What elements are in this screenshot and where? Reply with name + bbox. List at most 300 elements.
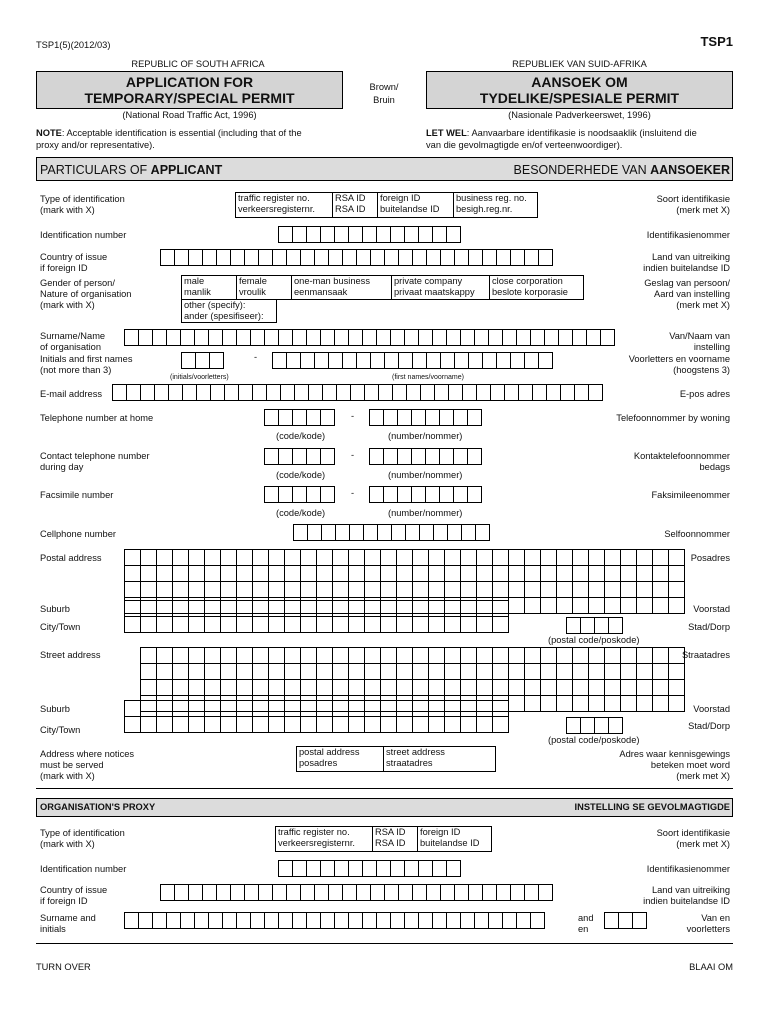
char-cell[interactable]	[376, 226, 391, 243]
char-cell[interactable]	[285, 648, 301, 664]
char-cell[interactable]	[541, 582, 557, 598]
char-cell[interactable]	[493, 550, 509, 566]
char-cell[interactable]	[397, 582, 413, 598]
char-cell[interactable]	[637, 566, 653, 582]
char-cell[interactable]	[589, 680, 605, 696]
char-cell[interactable]	[653, 664, 669, 680]
char-cell[interactable]	[413, 617, 429, 633]
char-cell[interactable]	[253, 550, 269, 566]
char-cell[interactable]	[253, 701, 269, 717]
char-cell[interactable]	[482, 249, 497, 266]
char-cell[interactable]	[425, 448, 440, 465]
char-cell[interactable]	[370, 884, 385, 901]
char-cell[interactable]	[398, 884, 413, 901]
char-cell[interactable]	[320, 486, 335, 503]
char-cell[interactable]	[433, 524, 448, 541]
char-cell[interactable]	[125, 701, 141, 717]
char-cell[interactable]	[205, 550, 221, 566]
char-cell[interactable]	[320, 448, 335, 465]
char-cell[interactable]	[173, 648, 189, 664]
char-cell[interactable]	[189, 680, 205, 696]
char-cell[interactable]	[468, 249, 483, 266]
char-cell[interactable]	[397, 701, 413, 717]
char-cell[interactable]	[125, 550, 141, 566]
char-cell[interactable]	[152, 329, 167, 346]
fax-number-input[interactable]	[369, 486, 482, 503]
char-cell[interactable]	[525, 550, 541, 566]
char-cell[interactable]	[496, 249, 511, 266]
char-cell[interactable]	[189, 717, 205, 733]
char-cell[interactable]	[317, 680, 333, 696]
char-cell[interactable]	[425, 409, 440, 426]
char-cell[interactable]	[502, 329, 517, 346]
char-cell[interactable]	[477, 664, 493, 680]
char-cell[interactable]	[362, 912, 377, 929]
char-cell[interactable]	[461, 550, 477, 566]
char-cell[interactable]	[404, 226, 419, 243]
char-cell[interactable]	[383, 486, 398, 503]
char-cell[interactable]	[440, 884, 455, 901]
char-cell[interactable]	[397, 409, 412, 426]
char-cell[interactable]	[269, 601, 285, 617]
char-cell[interactable]	[356, 884, 371, 901]
char-cell[interactable]	[321, 524, 336, 541]
char-cell[interactable]	[541, 598, 557, 614]
char-cell[interactable]	[306, 409, 321, 426]
char-cell[interactable]	[278, 329, 293, 346]
char-cell[interactable]	[269, 648, 285, 664]
id-number-input[interactable]	[278, 226, 461, 243]
char-cell[interactable]	[621, 550, 637, 566]
char-cell[interactable]	[557, 582, 573, 598]
char-cell[interactable]	[461, 701, 477, 717]
char-cell[interactable]	[314, 884, 329, 901]
char-cell[interactable]	[369, 409, 384, 426]
char-cell[interactable]	[477, 582, 493, 598]
char-cell[interactable]	[221, 664, 237, 680]
char-cell[interactable]	[208, 329, 223, 346]
char-cell[interactable]	[573, 648, 589, 664]
char-cell[interactable]	[112, 384, 127, 401]
char-cell[interactable]	[653, 566, 669, 582]
char-cell[interactable]	[397, 664, 413, 680]
char-cell[interactable]	[173, 582, 189, 598]
char-cell[interactable]	[237, 648, 253, 664]
char-cell[interactable]	[269, 701, 285, 717]
char-cell[interactable]	[413, 664, 429, 680]
fax-code-input[interactable]	[264, 486, 335, 503]
char-cell[interactable]	[669, 648, 685, 664]
char-cell[interactable]	[285, 566, 301, 582]
contact-code-input[interactable]	[264, 448, 335, 465]
char-cell[interactable]	[477, 550, 493, 566]
char-cell[interactable]	[446, 226, 461, 243]
char-cell[interactable]	[573, 566, 589, 582]
char-cell[interactable]	[496, 884, 511, 901]
char-cell[interactable]	[333, 601, 349, 617]
char-cell[interactable]	[301, 617, 317, 633]
char-cell[interactable]	[253, 601, 269, 617]
char-cell[interactable]	[462, 384, 477, 401]
char-cell[interactable]	[390, 860, 405, 877]
char-cell[interactable]	[188, 249, 203, 266]
char-cell[interactable]	[292, 860, 307, 877]
char-cell[interactable]	[317, 601, 333, 617]
char-cell[interactable]	[557, 566, 573, 582]
char-cell[interactable]	[461, 617, 477, 633]
char-cell[interactable]	[216, 884, 231, 901]
char-cell[interactable]	[608, 717, 623, 734]
char-cell[interactable]	[516, 912, 531, 929]
char-cell[interactable]	[510, 884, 525, 901]
char-cell[interactable]	[124, 329, 139, 346]
char-cell[interactable]	[124, 912, 139, 929]
char-cell[interactable]	[418, 912, 433, 929]
char-cell[interactable]	[525, 566, 541, 582]
char-cell[interactable]	[280, 384, 295, 401]
char-cell[interactable]	[278, 860, 293, 877]
char-cell[interactable]	[202, 884, 217, 901]
char-cell[interactable]	[173, 680, 189, 696]
postal-suburb-grid[interactable]	[124, 600, 509, 633]
char-cell[interactable]	[482, 352, 497, 369]
char-cell[interactable]	[253, 680, 269, 696]
char-cell[interactable]	[560, 384, 575, 401]
char-cell[interactable]	[493, 701, 509, 717]
char-cell[interactable]	[653, 680, 669, 696]
char-cell[interactable]	[390, 329, 405, 346]
char-cell[interactable]	[224, 384, 239, 401]
char-cell[interactable]	[558, 329, 573, 346]
char-cell[interactable]	[258, 249, 273, 266]
char-cell[interactable]	[269, 566, 285, 582]
notices-option-postal[interactable]	[296, 746, 384, 772]
char-cell[interactable]	[174, 884, 189, 901]
char-cell[interactable]	[306, 486, 321, 503]
char-cell[interactable]	[541, 696, 557, 712]
char-cell[interactable]	[510, 249, 525, 266]
char-cell[interactable]	[477, 566, 493, 582]
char-cell[interactable]	[253, 566, 269, 582]
char-cell[interactable]	[467, 486, 482, 503]
char-cell[interactable]	[589, 664, 605, 680]
char-cell[interactable]	[349, 701, 365, 717]
char-cell[interactable]	[157, 717, 173, 733]
char-cell[interactable]	[236, 329, 251, 346]
char-cell[interactable]	[669, 566, 685, 582]
char-cell[interactable]	[301, 717, 317, 733]
char-cell[interactable]	[285, 701, 301, 717]
char-cell[interactable]	[141, 701, 157, 717]
proxy-option-traffic[interactable]	[275, 826, 373, 852]
char-cell[interactable]	[525, 680, 541, 696]
postal-code-input[interactable]	[566, 617, 623, 634]
char-cell[interactable]	[196, 384, 211, 401]
char-cell[interactable]	[264, 912, 279, 929]
char-cell[interactable]	[413, 582, 429, 598]
char-cell[interactable]	[320, 860, 335, 877]
char-cell[interactable]	[173, 617, 189, 633]
char-cell[interactable]	[362, 329, 377, 346]
char-cell[interactable]	[286, 249, 301, 266]
char-cell[interactable]	[349, 648, 365, 664]
char-cell[interactable]	[306, 329, 321, 346]
char-cell[interactable]	[168, 384, 183, 401]
char-cell[interactable]	[669, 696, 685, 712]
char-cell[interactable]	[269, 680, 285, 696]
char-cell[interactable]	[333, 648, 349, 664]
char-cell[interactable]	[317, 617, 333, 633]
country-input[interactable]	[160, 249, 553, 266]
char-cell[interactable]	[637, 550, 653, 566]
char-cell[interactable]	[125, 601, 141, 617]
char-cell[interactable]	[244, 884, 259, 901]
char-cell[interactable]	[278, 486, 293, 503]
char-cell[interactable]	[264, 329, 279, 346]
char-cell[interactable]	[504, 384, 519, 401]
char-cell[interactable]	[141, 550, 157, 566]
char-cell[interactable]	[493, 601, 509, 617]
char-cell[interactable]	[411, 409, 426, 426]
char-cell[interactable]	[525, 582, 541, 598]
char-cell[interactable]	[669, 582, 685, 598]
char-cell[interactable]	[541, 566, 557, 582]
char-cell[interactable]	[618, 912, 633, 929]
char-cell[interactable]	[141, 680, 157, 696]
char-cell[interactable]	[181, 352, 196, 369]
char-cell[interactable]	[493, 566, 509, 582]
char-cell[interactable]	[328, 352, 343, 369]
char-cell[interactable]	[429, 717, 445, 733]
char-cell[interactable]	[454, 884, 469, 901]
char-cell[interactable]	[307, 524, 322, 541]
char-cell[interactable]	[445, 582, 461, 598]
char-cell[interactable]	[605, 582, 621, 598]
char-cell[interactable]	[653, 598, 669, 614]
char-cell[interactable]	[221, 648, 237, 664]
char-cell[interactable]	[292, 448, 307, 465]
char-cell[interactable]	[589, 648, 605, 664]
char-cell[interactable]	[413, 550, 429, 566]
char-cell[interactable]	[412, 884, 427, 901]
char-cell[interactable]	[439, 409, 454, 426]
char-cell[interactable]	[397, 617, 413, 633]
char-cell[interactable]	[445, 648, 461, 664]
char-cell[interactable]	[461, 680, 477, 696]
char-cell[interactable]	[412, 352, 427, 369]
char-cell[interactable]	[141, 648, 157, 664]
char-cell[interactable]	[467, 448, 482, 465]
notices-option-street[interactable]	[383, 746, 496, 772]
char-cell[interactable]	[566, 717, 581, 734]
char-cell[interactable]	[488, 912, 503, 929]
char-cell[interactable]	[381, 717, 397, 733]
char-cell[interactable]	[475, 524, 490, 541]
char-cell[interactable]	[333, 664, 349, 680]
char-cell[interactable]	[141, 566, 157, 582]
char-cell[interactable]	[237, 582, 253, 598]
char-cell[interactable]	[445, 717, 461, 733]
char-cell[interactable]	[264, 409, 279, 426]
char-cell[interactable]	[320, 226, 335, 243]
char-cell[interactable]	[477, 601, 493, 617]
char-cell[interactable]	[221, 601, 237, 617]
char-cell[interactable]	[286, 884, 301, 901]
char-cell[interactable]	[349, 717, 365, 733]
char-cell[interactable]	[461, 582, 477, 598]
char-cell[interactable]	[253, 648, 269, 664]
char-cell[interactable]	[381, 664, 397, 680]
char-cell[interactable]	[221, 680, 237, 696]
char-cell[interactable]	[300, 352, 315, 369]
char-cell[interactable]	[334, 329, 349, 346]
char-cell[interactable]	[157, 648, 173, 664]
char-cell[interactable]	[342, 884, 357, 901]
char-cell[interactable]	[621, 598, 637, 614]
char-cell[interactable]	[221, 617, 237, 633]
char-cell[interactable]	[541, 680, 557, 696]
char-cell[interactable]	[524, 884, 539, 901]
char-cell[interactable]	[493, 617, 509, 633]
char-cell[interactable]	[173, 664, 189, 680]
char-cell[interactable]	[210, 384, 225, 401]
char-cell[interactable]	[328, 249, 343, 266]
char-cell[interactable]	[173, 566, 189, 582]
char-cell[interactable]	[189, 701, 205, 717]
char-cell[interactable]	[429, 680, 445, 696]
char-cell[interactable]	[502, 912, 517, 929]
char-cell[interactable]	[285, 617, 301, 633]
char-cell[interactable]	[460, 329, 475, 346]
proxy-id-number-input[interactable]	[278, 860, 461, 877]
char-cell[interactable]	[348, 860, 363, 877]
gender-option-close-corporation[interactable]	[489, 275, 584, 300]
street-postal-code-input[interactable]	[566, 717, 623, 734]
char-cell[interactable]	[363, 524, 378, 541]
char-cell[interactable]	[557, 696, 573, 712]
char-cell[interactable]	[532, 384, 547, 401]
char-cell[interactable]	[493, 717, 509, 733]
char-cell[interactable]	[541, 550, 557, 566]
char-cell[interactable]	[411, 448, 426, 465]
cell-input[interactable]	[293, 524, 490, 541]
char-cell[interactable]	[446, 912, 461, 929]
char-cell[interactable]	[453, 409, 468, 426]
char-cell[interactable]	[253, 717, 269, 733]
char-cell[interactable]	[370, 352, 385, 369]
char-cell[interactable]	[301, 680, 317, 696]
char-cell[interactable]	[173, 550, 189, 566]
surname-input[interactable]	[124, 329, 615, 346]
char-cell[interactable]	[488, 329, 503, 346]
char-cell[interactable]	[205, 701, 221, 717]
char-cell[interactable]	[306, 860, 321, 877]
char-cell[interactable]	[426, 249, 441, 266]
char-cell[interactable]	[194, 912, 209, 929]
char-cell[interactable]	[429, 550, 445, 566]
email-input[interactable]	[112, 384, 603, 401]
char-cell[interactable]	[381, 601, 397, 617]
char-cell[interactable]	[419, 524, 434, 541]
char-cell[interactable]	[141, 664, 157, 680]
char-cell[interactable]	[205, 680, 221, 696]
char-cell[interactable]	[335, 524, 350, 541]
char-cell[interactable]	[269, 664, 285, 680]
char-cell[interactable]	[426, 884, 441, 901]
char-cell[interactable]	[141, 601, 157, 617]
char-cell[interactable]	[160, 249, 175, 266]
char-cell[interactable]	[157, 550, 173, 566]
char-cell[interactable]	[285, 550, 301, 566]
char-cell[interactable]	[525, 648, 541, 664]
char-cell[interactable]	[376, 329, 391, 346]
char-cell[interactable]	[294, 384, 309, 401]
char-cell[interactable]	[356, 249, 371, 266]
char-cell[interactable]	[188, 884, 203, 901]
char-cell[interactable]	[173, 717, 189, 733]
char-cell[interactable]	[653, 696, 669, 712]
char-cell[interactable]	[333, 582, 349, 598]
char-cell[interactable]	[195, 352, 210, 369]
char-cell[interactable]	[468, 884, 483, 901]
id-type-option-rsa[interactable]	[332, 192, 378, 218]
char-cell[interactable]	[445, 566, 461, 582]
char-cell[interactable]	[453, 486, 468, 503]
char-cell[interactable]	[221, 717, 237, 733]
char-cell[interactable]	[496, 352, 511, 369]
char-cell[interactable]	[272, 884, 287, 901]
char-cell[interactable]	[125, 617, 141, 633]
char-cell[interactable]	[166, 329, 181, 346]
char-cell[interactable]	[445, 617, 461, 633]
char-cell[interactable]	[334, 860, 349, 877]
char-cell[interactable]	[237, 566, 253, 582]
char-cell[interactable]	[557, 648, 573, 664]
char-cell[interactable]	[182, 384, 197, 401]
char-cell[interactable]	[333, 550, 349, 566]
char-cell[interactable]	[398, 249, 413, 266]
char-cell[interactable]	[461, 566, 477, 582]
char-cell[interactable]	[406, 384, 421, 401]
char-cell[interactable]	[286, 352, 301, 369]
proxy-option-rsa[interactable]	[372, 826, 418, 852]
char-cell[interactable]	[381, 582, 397, 598]
char-cell[interactable]	[237, 701, 253, 717]
char-cell[interactable]	[173, 601, 189, 617]
id-type-option-foreign[interactable]	[377, 192, 454, 218]
char-cell[interactable]	[445, 601, 461, 617]
char-cell[interactable]	[566, 617, 581, 634]
char-cell[interactable]	[589, 598, 605, 614]
char-cell[interactable]	[461, 601, 477, 617]
char-cell[interactable]	[509, 664, 525, 680]
char-cell[interactable]	[320, 329, 335, 346]
char-cell[interactable]	[432, 329, 447, 346]
char-cell[interactable]	[445, 680, 461, 696]
char-cell[interactable]	[306, 226, 321, 243]
gender-option-female[interactable]	[236, 275, 292, 300]
char-cell[interactable]	[404, 860, 419, 877]
char-cell[interactable]	[189, 582, 205, 598]
char-cell[interactable]	[413, 601, 429, 617]
char-cell[interactable]	[440, 249, 455, 266]
id-type-option-traffic[interactable]	[235, 192, 333, 218]
char-cell[interactable]	[272, 352, 287, 369]
char-cell[interactable]	[434, 384, 449, 401]
char-cell[interactable]	[589, 696, 605, 712]
id-type-option-business[interactable]	[453, 192, 538, 218]
char-cell[interactable]	[530, 912, 545, 929]
